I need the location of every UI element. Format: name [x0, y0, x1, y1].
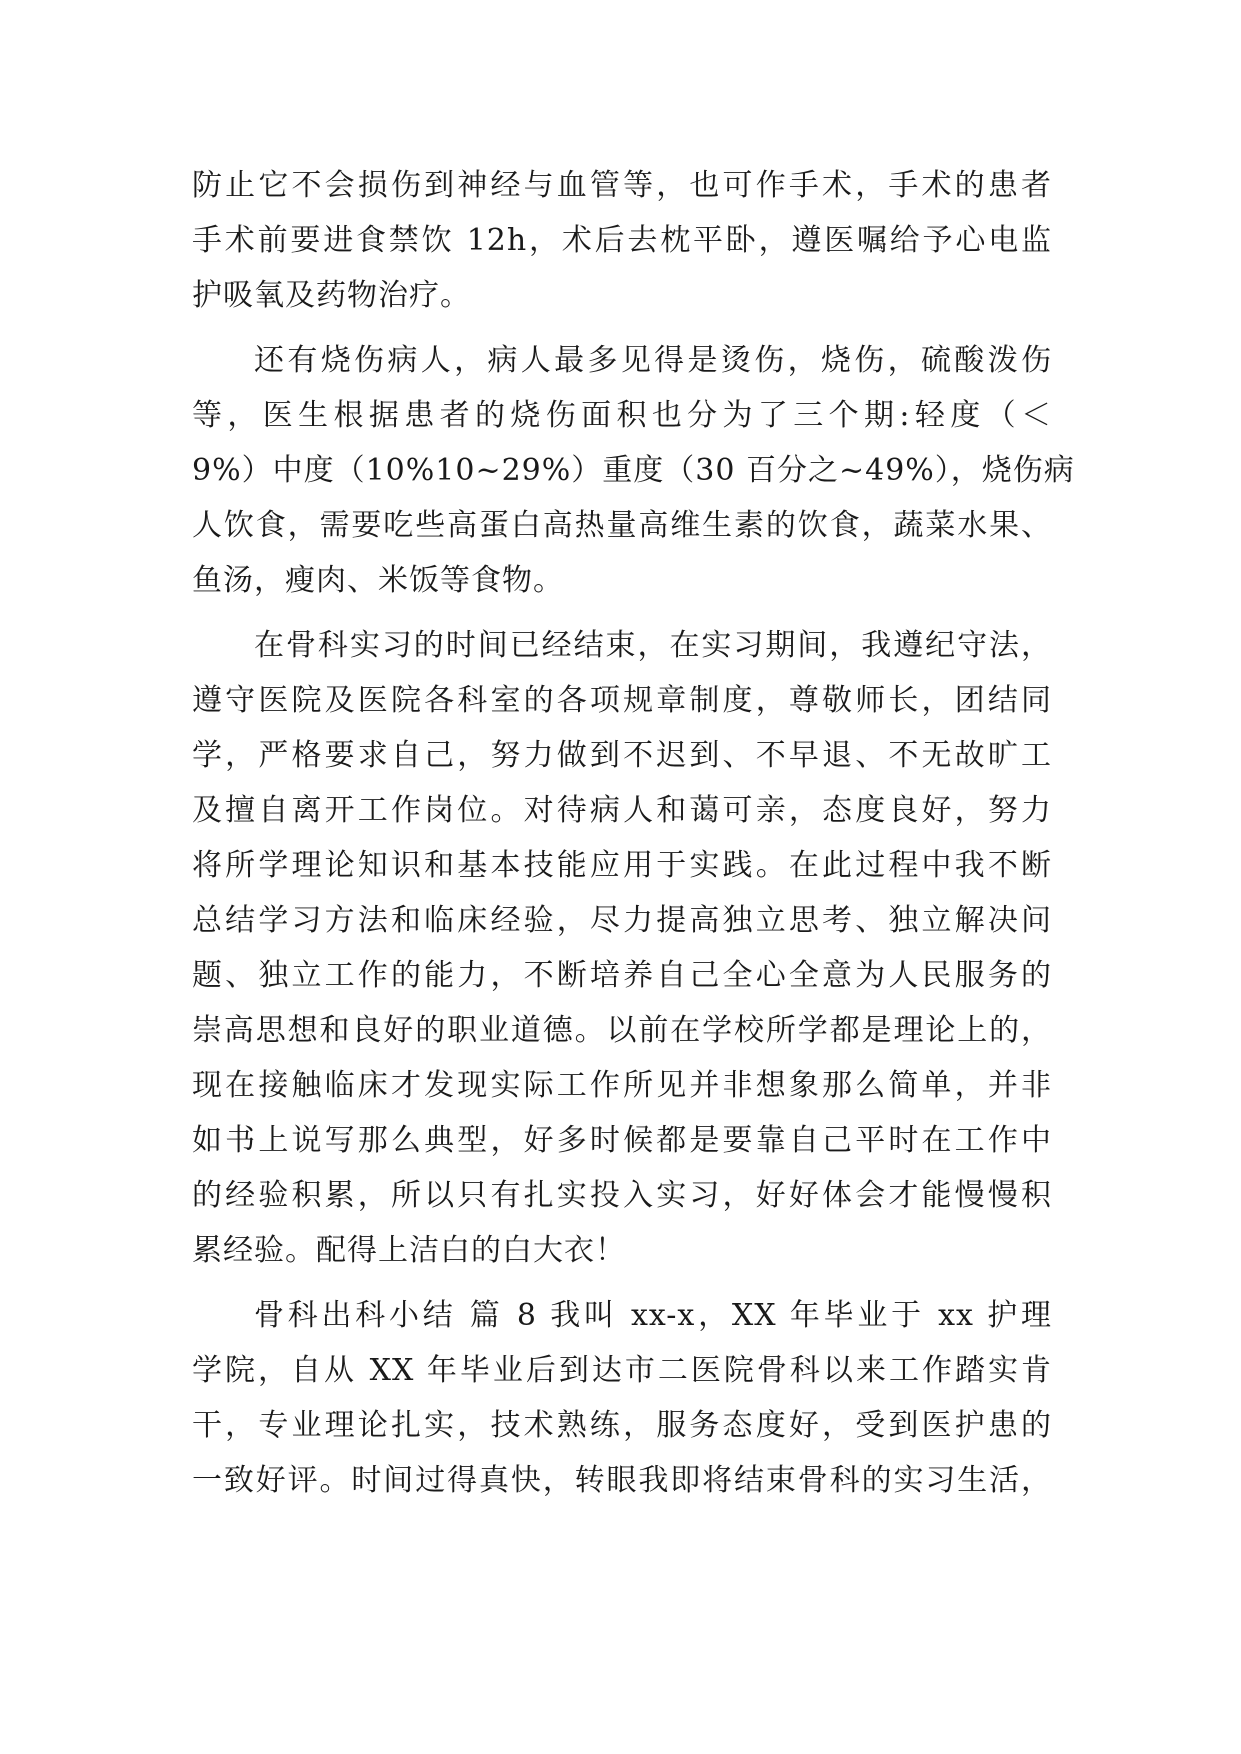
text-line: 9%）中度（10%10~29%）重度（30 百分之~49%），烧伤病 [192, 453, 1075, 488]
text-line: 人饮食，需要吃些高蛋白高热量高维生素的饮食，蔬菜水果、 [192, 508, 1052, 543]
text-line: 学院，自从 XX 年毕业后到达市二医院骨科以来工作踏实肯 [192, 1353, 1052, 1388]
text-line: 防止它不会损伤到神经与血管等，也可作手术，手术的患者 [192, 168, 1052, 203]
text-line: 在骨科实习的时间已经结束，在实习期间，我遵纪守法， [254, 628, 1052, 663]
paragraph-spacer [192, 323, 1052, 333]
text-line: 骨科出科小结 篇 8 我叫 xx-x，XX 年毕业于 xx 护理 [254, 1298, 1052, 1333]
text-line: 学，严格要求自己，努力做到不迟到、不早退、不无故旷工 [192, 738, 1052, 773]
text-line: 累经验。配得上洁白的白大衣！ [192, 1233, 626, 1268]
paragraph [192, 158, 1052, 323]
text-line: 手术前要进食禁饮 12h，术后去枕平卧，遵医嘱给予心电监 [192, 223, 1052, 258]
document-body [192, 158, 1075, 1508]
text-line: 一致好评。时间过得真快，转眼我即将结束骨科的实习生活， [192, 1463, 1052, 1498]
text-line: 崇高思想和良好的职业道德。以前在学校所学都是理论上的， [192, 1013, 1052, 1048]
text-line: 等，医生根据患者的烧伤面积也分为了三个期:轻度（＜ [192, 398, 1052, 433]
text-line: 干，专业理论扎实，技术熟练，服务态度好，受到医护患的 [192, 1408, 1052, 1443]
paragraph [192, 333, 1075, 608]
paragraph [192, 1288, 1052, 1508]
text-line: 及擅自离开工作岗位。对待病人和蔼可亲，态度良好，努力 [192, 793, 1052, 828]
text-line: 还有烧伤病人，病人最多见得是烫伤，烧伤，硫酸泼伤 [254, 343, 1052, 378]
text-line: 鱼汤，瘦肉、米饭等食物。 [192, 563, 564, 598]
paragraph [192, 618, 1052, 1278]
text-line: 题、独立工作的能力，不断培养自己全心全意为人民服务的 [192, 958, 1052, 993]
text-line: 现在接触临床才发现实际工作所见并非想象那么简单，并非 [192, 1068, 1052, 1103]
paragraph-spacer [192, 1278, 1052, 1288]
paragraph-spacer [192, 608, 1052, 618]
text-line: 的经验积累，所以只有扎实投入实习，好好体会才能慢慢积 [192, 1178, 1052, 1213]
text-line: 总结学习方法和临床经验，尽力提高独立思考、独立解决问 [192, 903, 1052, 938]
text-line: 将所学理论知识和基本技能应用于实践。在此过程中我不断 [192, 848, 1052, 883]
text-line: 护吸氧及药物治疗。 [192, 278, 471, 313]
text-line: 如书上说写那么典型，好多时候都是要靠自己平时在工作中 [192, 1123, 1052, 1158]
text-line: 遵守医院及医院各科室的各项规章制度，尊敬师长，团结同 [192, 683, 1052, 718]
